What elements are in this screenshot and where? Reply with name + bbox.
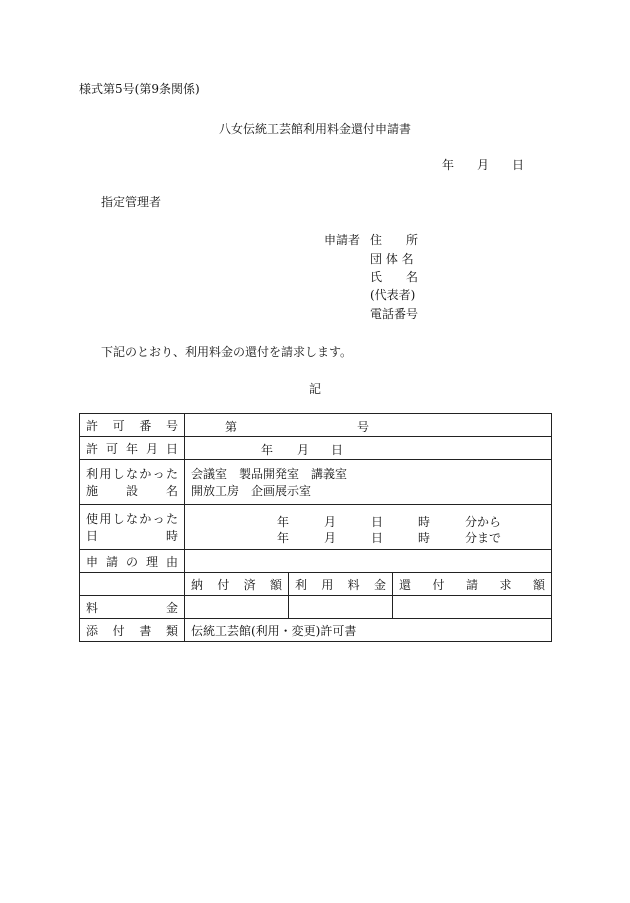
amount-header-blank <box>80 573 185 596</box>
applicant-representative-label: (代表者) <box>370 288 416 302</box>
unused-facility-label-2: 施設名 <box>86 484 178 498</box>
facility-line-2: 開放工房 企画展示室 <box>191 484 312 498</box>
permit-number-label: 許可番号 <box>86 418 178 433</box>
applicant-label: 申請者 <box>324 233 361 247</box>
date-day: 日 <box>512 158 525 172</box>
unused-datetime-field[interactable] <box>185 505 552 550</box>
permit-date-year: 年 <box>261 443 274 457</box>
refund-amount-field[interactable] <box>393 596 552 619</box>
refund-form-table <box>79 413 552 642</box>
to-year: 年 <box>277 531 290 545</box>
date-month: 月 <box>477 158 490 172</box>
row-reason <box>80 550 552 573</box>
reason-label: 申請の理由 <box>86 554 178 569</box>
permit-number-prefix: 第 <box>225 420 238 434</box>
row-amount-headers <box>80 573 552 596</box>
permit-number-field[interactable] <box>185 414 552 437</box>
unused-datetime-label-1: 使用しなかった <box>86 512 178 526</box>
ki-marker: 記 <box>308 382 321 396</box>
form-number: 様式第5号(第9条関係) <box>79 82 200 96</box>
reason-field[interactable] <box>185 550 552 573</box>
permit-number-suffix: 号 <box>357 420 370 434</box>
unused-datetime-label-2: 日時 <box>86 529 178 543</box>
col-paid-header: 納付済額 <box>191 577 282 592</box>
to-day: 日 <box>371 531 384 545</box>
paid-amount-field[interactable] <box>185 596 289 619</box>
date-year: 年 <box>442 158 455 172</box>
from-hour: 時 <box>418 515 431 529</box>
attachment-label: 添付書類 <box>86 623 178 638</box>
row-permit-number <box>80 414 552 437</box>
applicant-name-label: 氏 名 <box>370 270 419 284</box>
addressee: 指定管理者 <box>101 195 162 209</box>
applicant-address-label: 住 所 <box>370 233 419 247</box>
from-minute-label: 分から <box>465 515 502 529</box>
row-attachment <box>80 619 552 642</box>
row-permit-date <box>80 437 552 460</box>
applicant-phone-label: 電話番号 <box>370 307 419 321</box>
to-month: 月 <box>324 531 337 545</box>
facility-options[interactable] <box>185 460 552 505</box>
permit-date-label: 許可年月日 <box>86 441 178 456</box>
to-hour: 時 <box>418 531 431 545</box>
permit-date-day: 日 <box>331 443 344 457</box>
row-unused-datetime <box>80 505 552 550</box>
applicant-group-label: 団 体 名 <box>370 252 414 266</box>
unused-facility-label-1: 利用しなかった <box>86 467 178 481</box>
fee-label: 料金 <box>86 600 178 615</box>
from-year: 年 <box>277 515 290 529</box>
from-day: 日 <box>371 515 384 529</box>
permit-date-field[interactable] <box>185 437 552 460</box>
document-title: 八女伝統工芸館利用料金還付申請書 <box>218 122 411 136</box>
row-unused-facility <box>80 460 552 505</box>
col-refund-header: 還付請求額 <box>399 577 546 592</box>
from-month: 月 <box>324 515 337 529</box>
attachment-value: 伝統工芸館(利用・変更)許可書 <box>185 619 552 642</box>
to-minute-label: 分まで <box>465 531 502 545</box>
row-fee <box>80 596 552 619</box>
permit-date-month: 月 <box>297 443 310 457</box>
fee-amount-field[interactable] <box>289 596 393 619</box>
col-fee-header: 利用料金 <box>295 577 386 592</box>
intro-text: 下記のとおり、利用料金の還付を請求します。 <box>101 345 353 359</box>
facility-line-1: 会議室 製品開発室 講義室 <box>191 467 348 481</box>
